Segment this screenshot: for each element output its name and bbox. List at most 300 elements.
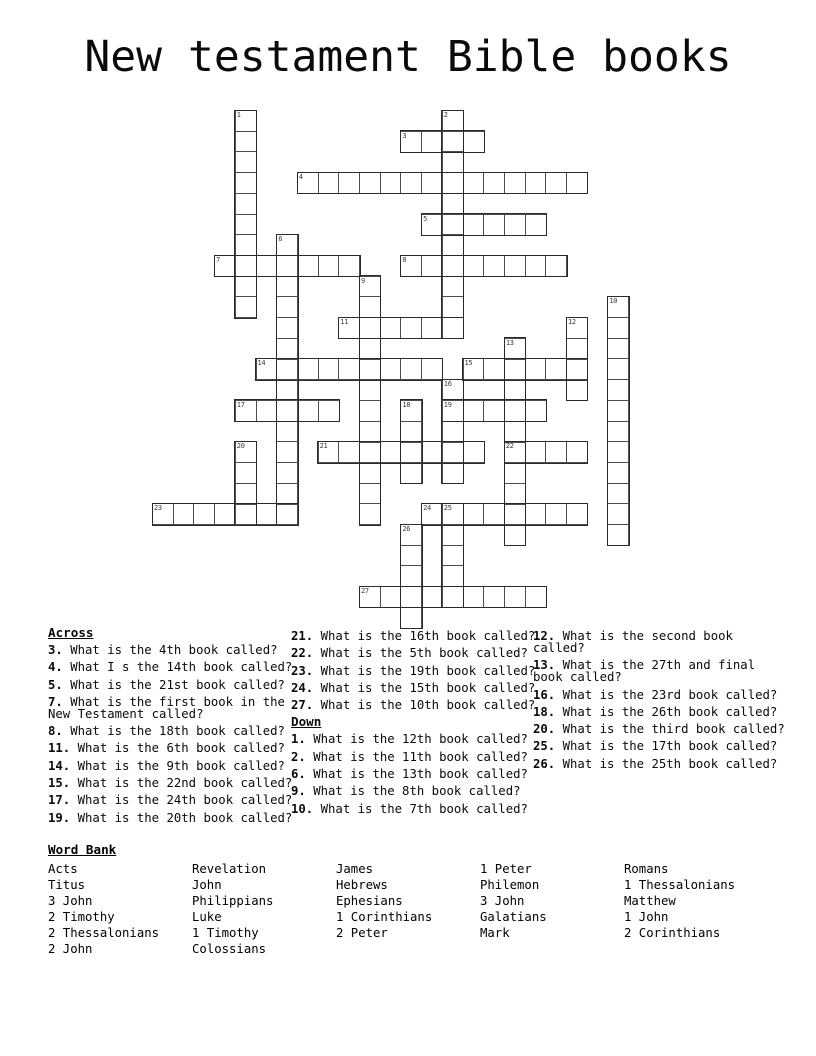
clue-number: 21. bbox=[291, 629, 314, 643]
grid-cell[interactable] bbox=[235, 483, 257, 505]
word-bank-item: Philemon bbox=[480, 878, 540, 893]
grid-cell[interactable] bbox=[545, 255, 567, 277]
word-bank-item: 3 John bbox=[48, 894, 93, 909]
grid-cell[interactable] bbox=[400, 421, 422, 443]
cell-number: 10 bbox=[609, 297, 618, 306]
clue-number: 12. bbox=[533, 629, 556, 643]
grid-cell[interactable] bbox=[359, 441, 381, 463]
grid-cell[interactable] bbox=[276, 234, 298, 256]
grid-cell[interactable] bbox=[235, 296, 257, 318]
cell-number: 2 bbox=[443, 111, 448, 119]
word-bank-column-3 bbox=[336, 861, 480, 941]
cell-number: 11 bbox=[340, 318, 349, 326]
grid-cell[interactable] bbox=[380, 441, 402, 463]
grid-cell[interactable] bbox=[380, 586, 402, 608]
grid-cell[interactable] bbox=[276, 276, 298, 298]
grid-cell[interactable] bbox=[359, 317, 381, 339]
grid-cell[interactable] bbox=[276, 255, 298, 277]
word-bank-item: 2 Timothy bbox=[48, 910, 115, 925]
grid-cell[interactable] bbox=[525, 214, 547, 236]
grid-cell[interactable] bbox=[442, 441, 464, 463]
grid-cell[interactable] bbox=[359, 503, 381, 525]
grid-cell[interactable] bbox=[338, 358, 360, 380]
grid-cell[interactable] bbox=[483, 214, 505, 236]
grid-cell[interactable] bbox=[545, 358, 567, 380]
grid-cell[interactable] bbox=[235, 172, 257, 194]
clue-number: 24. bbox=[291, 680, 314, 695]
grid-cell[interactable] bbox=[359, 421, 381, 443]
grid-cell[interactable] bbox=[504, 379, 526, 401]
clue-text: What is the 22nd book called? bbox=[70, 776, 293, 791]
grid-cell[interactable] bbox=[504, 255, 526, 277]
clue-across-27 bbox=[291, 699, 536, 711]
grid-cell[interactable] bbox=[276, 317, 298, 339]
cell-number: 24 bbox=[423, 504, 431, 513]
grid-cell[interactable] bbox=[483, 255, 505, 277]
clue-number: 3. bbox=[48, 643, 63, 657]
grid-cell[interactable] bbox=[463, 131, 485, 153]
cell-number: 12 bbox=[568, 318, 576, 326]
word-bank-item: 1 John bbox=[624, 910, 669, 925]
grid-cell[interactable] bbox=[504, 214, 526, 236]
grid-cell[interactable] bbox=[463, 358, 485, 380]
grid-cell[interactable] bbox=[421, 255, 443, 277]
grid-cell[interactable] bbox=[235, 400, 257, 422]
clue-number: 5. bbox=[48, 677, 63, 692]
clue-text: What is the second book called? bbox=[533, 629, 733, 655]
clue-text: What is the 15th book called? bbox=[313, 680, 536, 695]
word-bank-item: 2 Thessalonians bbox=[48, 926, 160, 941]
grid-cell[interactable] bbox=[173, 503, 195, 525]
grid-cell[interactable] bbox=[442, 131, 464, 153]
clue-number: 27. bbox=[291, 698, 314, 713]
grid-cell[interactable] bbox=[607, 317, 629, 339]
grid-cell[interactable] bbox=[235, 441, 257, 463]
grid-cell[interactable] bbox=[566, 503, 588, 525]
grid-cell[interactable] bbox=[235, 462, 257, 484]
clue-text: What is the 8th book called? bbox=[305, 784, 521, 799]
grid-cell[interactable] bbox=[276, 462, 298, 484]
clue-across-11 bbox=[48, 742, 300, 754]
grid-cell[interactable] bbox=[297, 172, 319, 194]
grid-cell[interactable] bbox=[235, 234, 257, 256]
grid-cell[interactable] bbox=[297, 358, 319, 380]
clue-number: 15. bbox=[48, 776, 71, 791]
grid-cell[interactable] bbox=[235, 131, 257, 153]
grid-cell[interactable] bbox=[607, 462, 629, 484]
grid-cell[interactable] bbox=[483, 586, 505, 608]
grid-cell[interactable] bbox=[607, 400, 629, 422]
grid-cell[interactable] bbox=[463, 214, 485, 236]
word-bank-item: Philippians bbox=[192, 894, 274, 909]
grid-cell[interactable] bbox=[504, 524, 526, 546]
grid-cell[interactable] bbox=[463, 255, 485, 277]
grid-cell[interactable] bbox=[525, 400, 547, 422]
grid-cell[interactable] bbox=[318, 441, 340, 463]
grid-cell[interactable] bbox=[566, 172, 588, 194]
grid-cell[interactable] bbox=[400, 524, 422, 546]
grid-cell[interactable] bbox=[421, 358, 443, 380]
word-bank-item: Romans bbox=[624, 862, 669, 876]
cell-number: 6 bbox=[278, 235, 283, 244]
grid-cell[interactable] bbox=[525, 358, 547, 380]
grid-cell[interactable] bbox=[318, 172, 340, 194]
clue-down-2 bbox=[291, 751, 536, 763]
grid-cell[interactable] bbox=[607, 338, 629, 360]
grid-cell[interactable] bbox=[545, 172, 567, 194]
grid-cell[interactable] bbox=[483, 400, 505, 422]
clue-down-26 bbox=[533, 758, 785, 770]
clue-down-25 bbox=[533, 740, 785, 752]
grid-cell[interactable] bbox=[421, 441, 443, 463]
grid-cell[interactable] bbox=[276, 296, 298, 318]
grid-cell[interactable] bbox=[504, 462, 526, 484]
grid-cell[interactable] bbox=[400, 358, 422, 380]
grid-cell[interactable] bbox=[400, 545, 422, 567]
grid-cell[interactable] bbox=[276, 338, 298, 360]
clue-across-17 bbox=[48, 794, 300, 806]
grid-cell[interactable] bbox=[338, 441, 360, 463]
grid-cell[interactable] bbox=[214, 255, 236, 277]
clue-down-13 bbox=[533, 659, 785, 683]
clue-text: What is the 6th book called? bbox=[70, 741, 285, 756]
clue-text: What is the 23rd book called? bbox=[555, 687, 778, 702]
grid-cell[interactable] bbox=[504, 172, 526, 194]
grid-cell[interactable] bbox=[483, 172, 505, 194]
clue-number: 18. bbox=[533, 704, 556, 719]
clue-down-20 bbox=[533, 723, 785, 735]
cell-number: 26 bbox=[402, 525, 411, 533]
cell-number: 23 bbox=[154, 504, 162, 513]
grid-cell[interactable] bbox=[566, 338, 588, 360]
grid-cell[interactable] bbox=[359, 400, 381, 422]
grid-cell[interactable] bbox=[504, 421, 526, 443]
clue-across-3 bbox=[48, 644, 300, 656]
clue-across-5 bbox=[48, 679, 300, 691]
word-bank-item: Acts bbox=[48, 862, 78, 876]
grid-cell[interactable] bbox=[504, 400, 526, 422]
word-bank-column-5 bbox=[624, 861, 768, 941]
clue-text: What is the third book called? bbox=[555, 722, 785, 737]
cell-number: 7 bbox=[216, 255, 221, 264]
cell-number: 3 bbox=[402, 131, 407, 140]
word-bank-item: Ephesians bbox=[336, 894, 403, 909]
grid-cell[interactable] bbox=[359, 379, 381, 401]
grid-cell[interactable] bbox=[442, 379, 464, 401]
grid-cell[interactable] bbox=[380, 317, 402, 339]
clue-text: What is the 12th book called? bbox=[305, 732, 528, 747]
word-bank-item: Matthew bbox=[624, 894, 676, 909]
clue-number: 6. bbox=[291, 767, 306, 782]
grid-cell[interactable] bbox=[276, 503, 298, 525]
grid-cell[interactable] bbox=[442, 317, 464, 339]
grid-cell[interactable] bbox=[400, 172, 422, 194]
grid-cell[interactable] bbox=[359, 462, 381, 484]
grid-cell[interactable] bbox=[235, 255, 257, 277]
word-bank-column-4 bbox=[480, 861, 624, 941]
cell-number: 27 bbox=[361, 587, 369, 596]
clue-number: 25. bbox=[533, 739, 556, 754]
clue-text: What is the 5th book called? bbox=[313, 646, 528, 661]
grid-cell[interactable] bbox=[380, 358, 402, 380]
clue-number: 22. bbox=[291, 646, 314, 661]
clue-text: What is the 19th book called? bbox=[313, 663, 536, 678]
cell-number: 20 bbox=[236, 442, 245, 451]
grid-cell[interactable] bbox=[276, 400, 298, 422]
clue-down-18 bbox=[533, 706, 785, 718]
clue-across-7 bbox=[48, 696, 300, 720]
cell-number: 9 bbox=[361, 276, 365, 285]
clue-number: 16. bbox=[533, 687, 556, 702]
grid-cell[interactable] bbox=[400, 565, 422, 587]
word-bank-item: John bbox=[192, 878, 222, 893]
grid-cell[interactable] bbox=[297, 255, 319, 277]
grid-cell[interactable] bbox=[607, 503, 629, 525]
cell-number: 15 bbox=[464, 359, 473, 368]
grid-cell[interactable] bbox=[442, 172, 464, 194]
grid-cell[interactable] bbox=[235, 193, 257, 215]
clue-down-6 bbox=[291, 768, 536, 780]
word-bank-item: Colossians bbox=[192, 942, 267, 957]
grid-cell[interactable] bbox=[276, 358, 298, 380]
grid-cell[interactable] bbox=[442, 524, 464, 546]
across-heading: Across bbox=[48, 625, 94, 640]
cell-number: 4 bbox=[298, 173, 303, 182]
clue-text: What is the 16th book called? bbox=[313, 629, 536, 643]
grid-cell[interactable] bbox=[607, 296, 629, 318]
grid-cell[interactable] bbox=[566, 379, 588, 401]
clue-text: What is the 17th book called? bbox=[555, 739, 778, 754]
grid-cell[interactable] bbox=[566, 441, 588, 463]
grid-cell[interactable] bbox=[442, 296, 464, 318]
grid-cell[interactable] bbox=[318, 400, 340, 422]
grid-cell[interactable] bbox=[276, 379, 298, 401]
grid-cell[interactable] bbox=[297, 400, 319, 422]
word-bank-item: 2 Peter bbox=[336, 926, 388, 941]
grid-cell[interactable] bbox=[214, 503, 236, 525]
clue-text: What is the 26th book called? bbox=[555, 704, 778, 719]
grid-cell[interactable] bbox=[400, 131, 422, 153]
grid-cell[interactable] bbox=[525, 441, 547, 463]
word-bank-item: James bbox=[336, 862, 374, 876]
cell-number: 8 bbox=[402, 255, 407, 264]
grid-cell[interactable] bbox=[359, 172, 381, 194]
grid-cell[interactable] bbox=[442, 255, 464, 277]
clue-text: What is the 24th book called? bbox=[70, 793, 293, 808]
clue-down-1 bbox=[291, 733, 536, 745]
grid-cell[interactable] bbox=[442, 462, 464, 484]
clue-across-21 bbox=[291, 630, 536, 642]
grid-cell[interactable] bbox=[463, 441, 485, 463]
grid-cell[interactable] bbox=[442, 214, 464, 236]
word-bank-heading: Word Bank bbox=[48, 842, 117, 857]
grid-cell[interactable] bbox=[442, 234, 464, 256]
clue-number: 13. bbox=[533, 658, 556, 673]
grid-cell[interactable] bbox=[607, 379, 629, 401]
cell-number: 22 bbox=[505, 442, 514, 451]
clue-text: What is the 11th book called? bbox=[305, 749, 528, 764]
grid-cell[interactable] bbox=[504, 441, 526, 463]
grid-cell[interactable] bbox=[235, 214, 257, 236]
grid-cell[interactable] bbox=[338, 172, 360, 194]
grid-cell[interactable] bbox=[400, 462, 422, 484]
grid-cell[interactable] bbox=[442, 503, 464, 525]
grid-cell[interactable] bbox=[442, 110, 464, 132]
grid-cell[interactable] bbox=[442, 400, 464, 422]
grid-cell[interactable] bbox=[483, 503, 505, 525]
cell-number: 14 bbox=[257, 359, 266, 368]
clue-text: What is the 10th book called? bbox=[313, 698, 536, 713]
grid-cell[interactable] bbox=[380, 172, 402, 194]
grid-cell[interactable] bbox=[400, 255, 422, 277]
grid-cell[interactable] bbox=[400, 586, 422, 608]
clue-number: 14. bbox=[48, 758, 71, 773]
cell-number: 21 bbox=[319, 442, 328, 451]
cell-number: 19 bbox=[443, 400, 452, 409]
grid-cell[interactable] bbox=[400, 317, 422, 339]
clue-number: 17. bbox=[48, 793, 71, 808]
grid-cell[interactable] bbox=[525, 172, 547, 194]
clue-across-15 bbox=[48, 777, 300, 789]
word-bank-item: 1 Thessalonians bbox=[624, 878, 736, 893]
grid-cell[interactable] bbox=[607, 421, 629, 443]
clue-text: What is the 27th and final book called? bbox=[533, 658, 756, 685]
clue-number: 9. bbox=[291, 784, 306, 799]
clue-text: What I s the 14th book called? bbox=[62, 660, 293, 675]
clues-column-across bbox=[48, 627, 300, 829]
clue-text: What is the 21st book called? bbox=[62, 677, 285, 692]
grid-cell[interactable] bbox=[442, 586, 464, 608]
grid-cell[interactable] bbox=[442, 545, 464, 567]
grid-cell[interactable] bbox=[256, 255, 278, 277]
grid-cell[interactable] bbox=[235, 110, 257, 132]
grid-cell[interactable] bbox=[463, 586, 485, 608]
grid-cell[interactable] bbox=[442, 276, 464, 298]
grid-cell[interactable] bbox=[400, 607, 422, 629]
grid-cell[interactable] bbox=[256, 503, 278, 525]
grid-cell[interactable] bbox=[421, 131, 443, 153]
grid-cell[interactable] bbox=[525, 586, 547, 608]
page-title: New testament Bible books bbox=[84, 32, 732, 82]
grid-cell[interactable] bbox=[607, 358, 629, 380]
grid-cell[interactable] bbox=[421, 586, 443, 608]
grid-cell[interactable] bbox=[359, 276, 381, 298]
grid-cell[interactable] bbox=[504, 586, 526, 608]
grid-cell[interactable] bbox=[545, 503, 567, 525]
clue-number: 2. bbox=[291, 749, 306, 764]
grid-cell[interactable] bbox=[483, 358, 505, 380]
grid-cell[interactable] bbox=[276, 421, 298, 443]
word-bank-column-2 bbox=[192, 861, 336, 958]
grid-cell[interactable] bbox=[421, 172, 443, 194]
grid-cell[interactable] bbox=[318, 358, 340, 380]
grid-cell[interactable] bbox=[463, 503, 485, 525]
clues-column-middle bbox=[291, 630, 536, 820]
grid-cell[interactable] bbox=[235, 151, 257, 173]
clue-number: 26. bbox=[533, 756, 556, 771]
grid-cell[interactable] bbox=[525, 255, 547, 277]
grid-cell[interactable] bbox=[235, 276, 257, 298]
grid-cell[interactable] bbox=[545, 441, 567, 463]
cell-number: 18 bbox=[402, 400, 411, 409]
grid-cell[interactable] bbox=[463, 400, 485, 422]
grid-cell[interactable] bbox=[235, 503, 257, 525]
word-bank-item: Galatians bbox=[480, 910, 547, 925]
cell-number: 1 bbox=[236, 111, 241, 119]
grid-cell[interactable] bbox=[504, 483, 526, 505]
grid-cell[interactable] bbox=[318, 255, 340, 277]
cell-number: 17 bbox=[236, 400, 245, 409]
clue-across-19 bbox=[48, 812, 300, 824]
grid-cell[interactable] bbox=[463, 172, 485, 194]
clue-number: 1. bbox=[291, 732, 306, 747]
cell-number: 5 bbox=[423, 214, 428, 223]
grid-cell[interactable] bbox=[276, 483, 298, 505]
clue-down-16 bbox=[533, 689, 785, 701]
grid-cell[interactable] bbox=[504, 503, 526, 525]
clues-column-down bbox=[533, 630, 785, 775]
word-bank-item: Titus bbox=[48, 878, 86, 893]
grid-cell[interactable] bbox=[442, 565, 464, 587]
clue-across-8 bbox=[48, 725, 300, 737]
grid-cell[interactable] bbox=[442, 421, 464, 443]
clue-number: 11. bbox=[48, 741, 71, 756]
grid-cell[interactable] bbox=[566, 317, 588, 339]
grid-cell[interactable] bbox=[152, 503, 174, 525]
grid-cell[interactable] bbox=[400, 441, 422, 463]
grid-cell[interactable] bbox=[442, 193, 464, 215]
grid-cell[interactable] bbox=[359, 586, 381, 608]
word-bank-item: Mark bbox=[480, 926, 510, 941]
grid-cell[interactable] bbox=[400, 400, 422, 422]
grid-cell[interactable] bbox=[359, 296, 381, 318]
grid-cell[interactable] bbox=[607, 483, 629, 505]
grid-cell[interactable] bbox=[566, 358, 588, 380]
clue-down-10 bbox=[291, 803, 536, 815]
clue-number: 20. bbox=[533, 722, 556, 737]
grid-cell[interactable] bbox=[525, 503, 547, 525]
grid-cell[interactable] bbox=[607, 441, 629, 463]
grid-cell[interactable] bbox=[359, 338, 381, 360]
grid-cell[interactable] bbox=[256, 400, 278, 422]
grid-cell[interactable] bbox=[421, 503, 443, 525]
clue-number: 4. bbox=[48, 660, 63, 675]
clue-text: What is the 13th book called? bbox=[305, 767, 528, 782]
grid-cell[interactable] bbox=[421, 317, 443, 339]
grid-cell[interactable] bbox=[193, 503, 215, 525]
clue-number: 7. bbox=[48, 694, 63, 709]
clue-text: What is the 25th book called? bbox=[555, 756, 778, 771]
grid-cell[interactable] bbox=[504, 338, 526, 360]
grid-cell[interactable] bbox=[338, 255, 360, 277]
grid-cell[interactable] bbox=[607, 524, 629, 546]
grid-cell[interactable] bbox=[256, 358, 278, 380]
word-bank-item: Revelation bbox=[192, 862, 267, 876]
grid-cell[interactable] bbox=[338, 317, 360, 339]
clue-number: 8. bbox=[48, 724, 63, 739]
clue-across-23 bbox=[291, 665, 536, 677]
grid-cell[interactable] bbox=[359, 358, 381, 380]
grid-cell[interactable] bbox=[442, 151, 464, 173]
cell-number: 13 bbox=[505, 338, 514, 347]
grid-cell[interactable] bbox=[276, 441, 298, 463]
clue-down-12 bbox=[533, 630, 785, 654]
word-bank-item: Hebrews bbox=[336, 878, 388, 893]
grid-cell[interactable] bbox=[359, 483, 381, 505]
grid-cell[interactable] bbox=[504, 358, 526, 380]
clue-number: 19. bbox=[48, 810, 71, 825]
grid-cell[interactable] bbox=[421, 214, 443, 236]
